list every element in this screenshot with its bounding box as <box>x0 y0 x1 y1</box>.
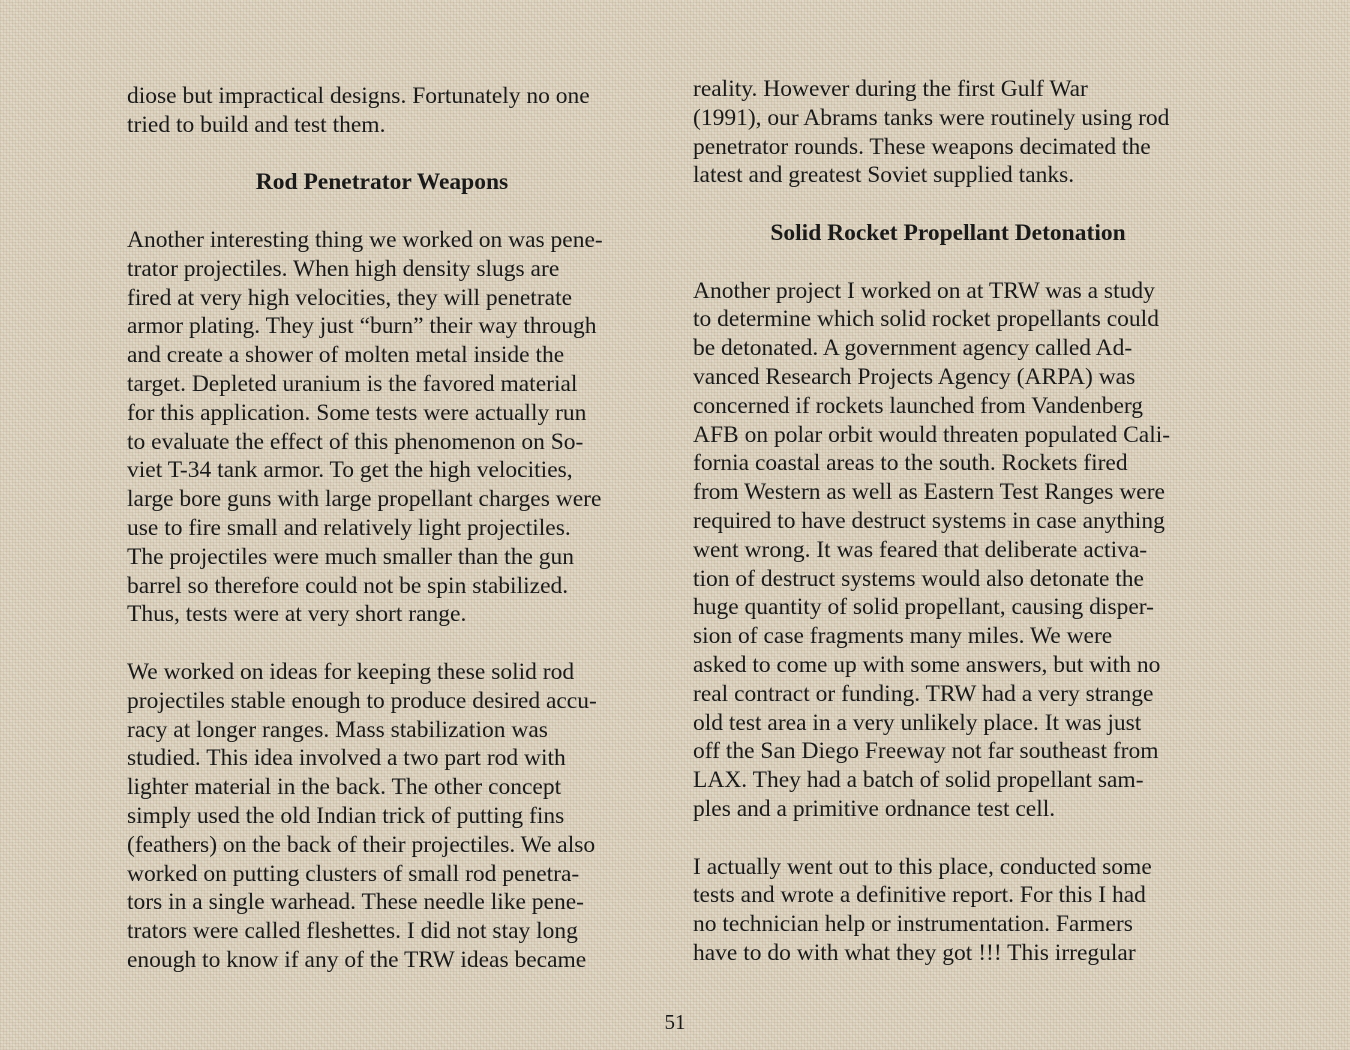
text-line: projectiles stable enough to produce desired accu- <box>127 687 597 714</box>
text-line: We worked on ideas for keeping these solid rod <box>127 658 575 685</box>
text-line: for this application. Some tests were actually run <box>127 399 587 426</box>
text-line: off the San Diego Freeway not far southeast from <box>693 738 1159 765</box>
text-line: tests and wrote a definitive report. For this I had <box>693 882 1146 909</box>
paragraph-spacer <box>693 824 1203 853</box>
text-line: Another project I worked on at TRW was a study <box>693 277 1155 304</box>
text-line: real contract or funding. TRW had a very strange <box>693 680 1154 707</box>
text-line: The projectiles were much smaller than the gun <box>127 543 574 570</box>
text-line: Thus, tests were at very short range. <box>127 601 467 628</box>
text-line: required to have destruct systems in case anything <box>693 507 1165 534</box>
text-line: concerned if rockets launched from Vandenberg <box>693 392 1144 419</box>
paragraph-spacer <box>693 248 1203 277</box>
section-heading-rod-penetrator: Rod Penetrator Weapons <box>255 169 509 196</box>
left-paragraph-1 <box>127 82 637 140</box>
paragraph-spacer <box>127 197 637 226</box>
left-column <box>127 82 637 975</box>
right-paragraph-1 <box>693 75 1203 190</box>
paragraph-spacer <box>127 140 637 169</box>
text-line: tion of destruct systems would also detonate the <box>693 565 1144 592</box>
text-line: (1991), our Abrams tanks were routinely using rod <box>693 104 1170 131</box>
text-line: no technician help or instrumentation. Farmers <box>693 911 1133 938</box>
text-line: to determine which solid rocket propellants could <box>693 306 1159 333</box>
text-line: Another interesting thing we worked on was pene- <box>127 226 603 253</box>
text-line: enough to know if any of the TRW ideas became <box>127 946 587 973</box>
text-line: viet T-34 tank armor. To get the high velocities, <box>127 457 573 484</box>
text-line: fornia coastal areas to the south. Rockets fired <box>693 450 1128 477</box>
text-line: huge quantity of solid propellant, causing disper- <box>693 594 1154 621</box>
text-line: barrel so therefore could not be spin stabilized. <box>127 572 569 599</box>
text-line: went wrong. It was feared that deliberate activa- <box>693 536 1148 563</box>
text-line: vanced Research Projects Agency (ARPA) was <box>693 363 1136 390</box>
text-line: trators were called fleshettes. I did not stay long <box>127 918 578 945</box>
text-line: sion of case fragments many miles. We were <box>693 623 1113 650</box>
text-line: latest and greatest Soviet supplied tanks. <box>693 162 1075 189</box>
paragraph-spacer <box>127 629 637 658</box>
text-line: use to fire small and relatively light projectiles. <box>127 514 571 541</box>
text-line: I actually went out to this place, conducted some <box>693 853 1152 880</box>
page-number: 51 <box>664 1010 686 1034</box>
text-line: reality. However during the first Gulf War <box>693 76 1088 102</box>
text-line: ples and a primitive ordnance test cell. <box>693 795 1056 822</box>
text-line: lighter material in the back. The other concept <box>127 774 562 801</box>
right-paragraph-3 <box>693 853 1203 968</box>
text-line: large bore guns with large propellant charges were <box>127 486 602 513</box>
text-line: worked on putting clusters of small rod penetra- <box>127 860 580 887</box>
text-line: armor plating. They just “burn” their way through <box>127 313 597 340</box>
text-line: tors in a single warhead. These needle like pene- <box>127 889 584 916</box>
text-line: tried to build and test them. <box>127 111 386 138</box>
text-line: LAX. They had a batch of solid propellant sam- <box>693 767 1144 794</box>
text-line: (feathers) on the back of their projectiles. We also <box>127 831 596 858</box>
paragraph-spacer <box>693 190 1203 219</box>
text-line: old test area in a very unlikely place. It was just <box>693 709 1142 736</box>
text-line: asked to come up with some answers, but with no <box>693 651 1161 678</box>
text-line: AFB on polar orbit would threaten populated Cali- <box>693 421 1171 448</box>
text-line: to evaluate the effect of this phenomenon on So- <box>127 428 584 455</box>
right-paragraph-2 <box>693 277 1203 824</box>
left-paragraph-2 <box>127 226 637 629</box>
text-line: and create a shower of molten metal inside the <box>127 342 565 369</box>
text-line: diose but impractical designs. Fortunately no one <box>127 83 590 109</box>
text-line: studied. This idea involved a two part rod with <box>127 745 566 772</box>
text-line: from Western as well as Eastern Test Ranges were <box>693 479 1165 506</box>
text-line: penetrator rounds. These weapons decimated the <box>693 133 1151 160</box>
text-line: have to do with what they got !!! This irregular <box>693 939 1136 966</box>
text-line: fired at very high velocities, they will penetrate <box>127 284 573 311</box>
text-line: racy at longer ranges. Mass stabilization was <box>127 716 548 743</box>
text-line: trator projectiles. When high density slugs are <box>127 255 560 282</box>
left-paragraph-3 <box>127 658 637 975</box>
text-line: target. Depleted uranium is the favored material <box>127 370 578 397</box>
right-column <box>693 75 1203 968</box>
section-heading-solid-rocket: Solid Rocket Propellant Detonation <box>770 219 1126 246</box>
text-line: simply used the old Indian trick of putting fins <box>127 802 565 829</box>
text-line: be detonated. A government agency called Ad- <box>693 335 1133 362</box>
